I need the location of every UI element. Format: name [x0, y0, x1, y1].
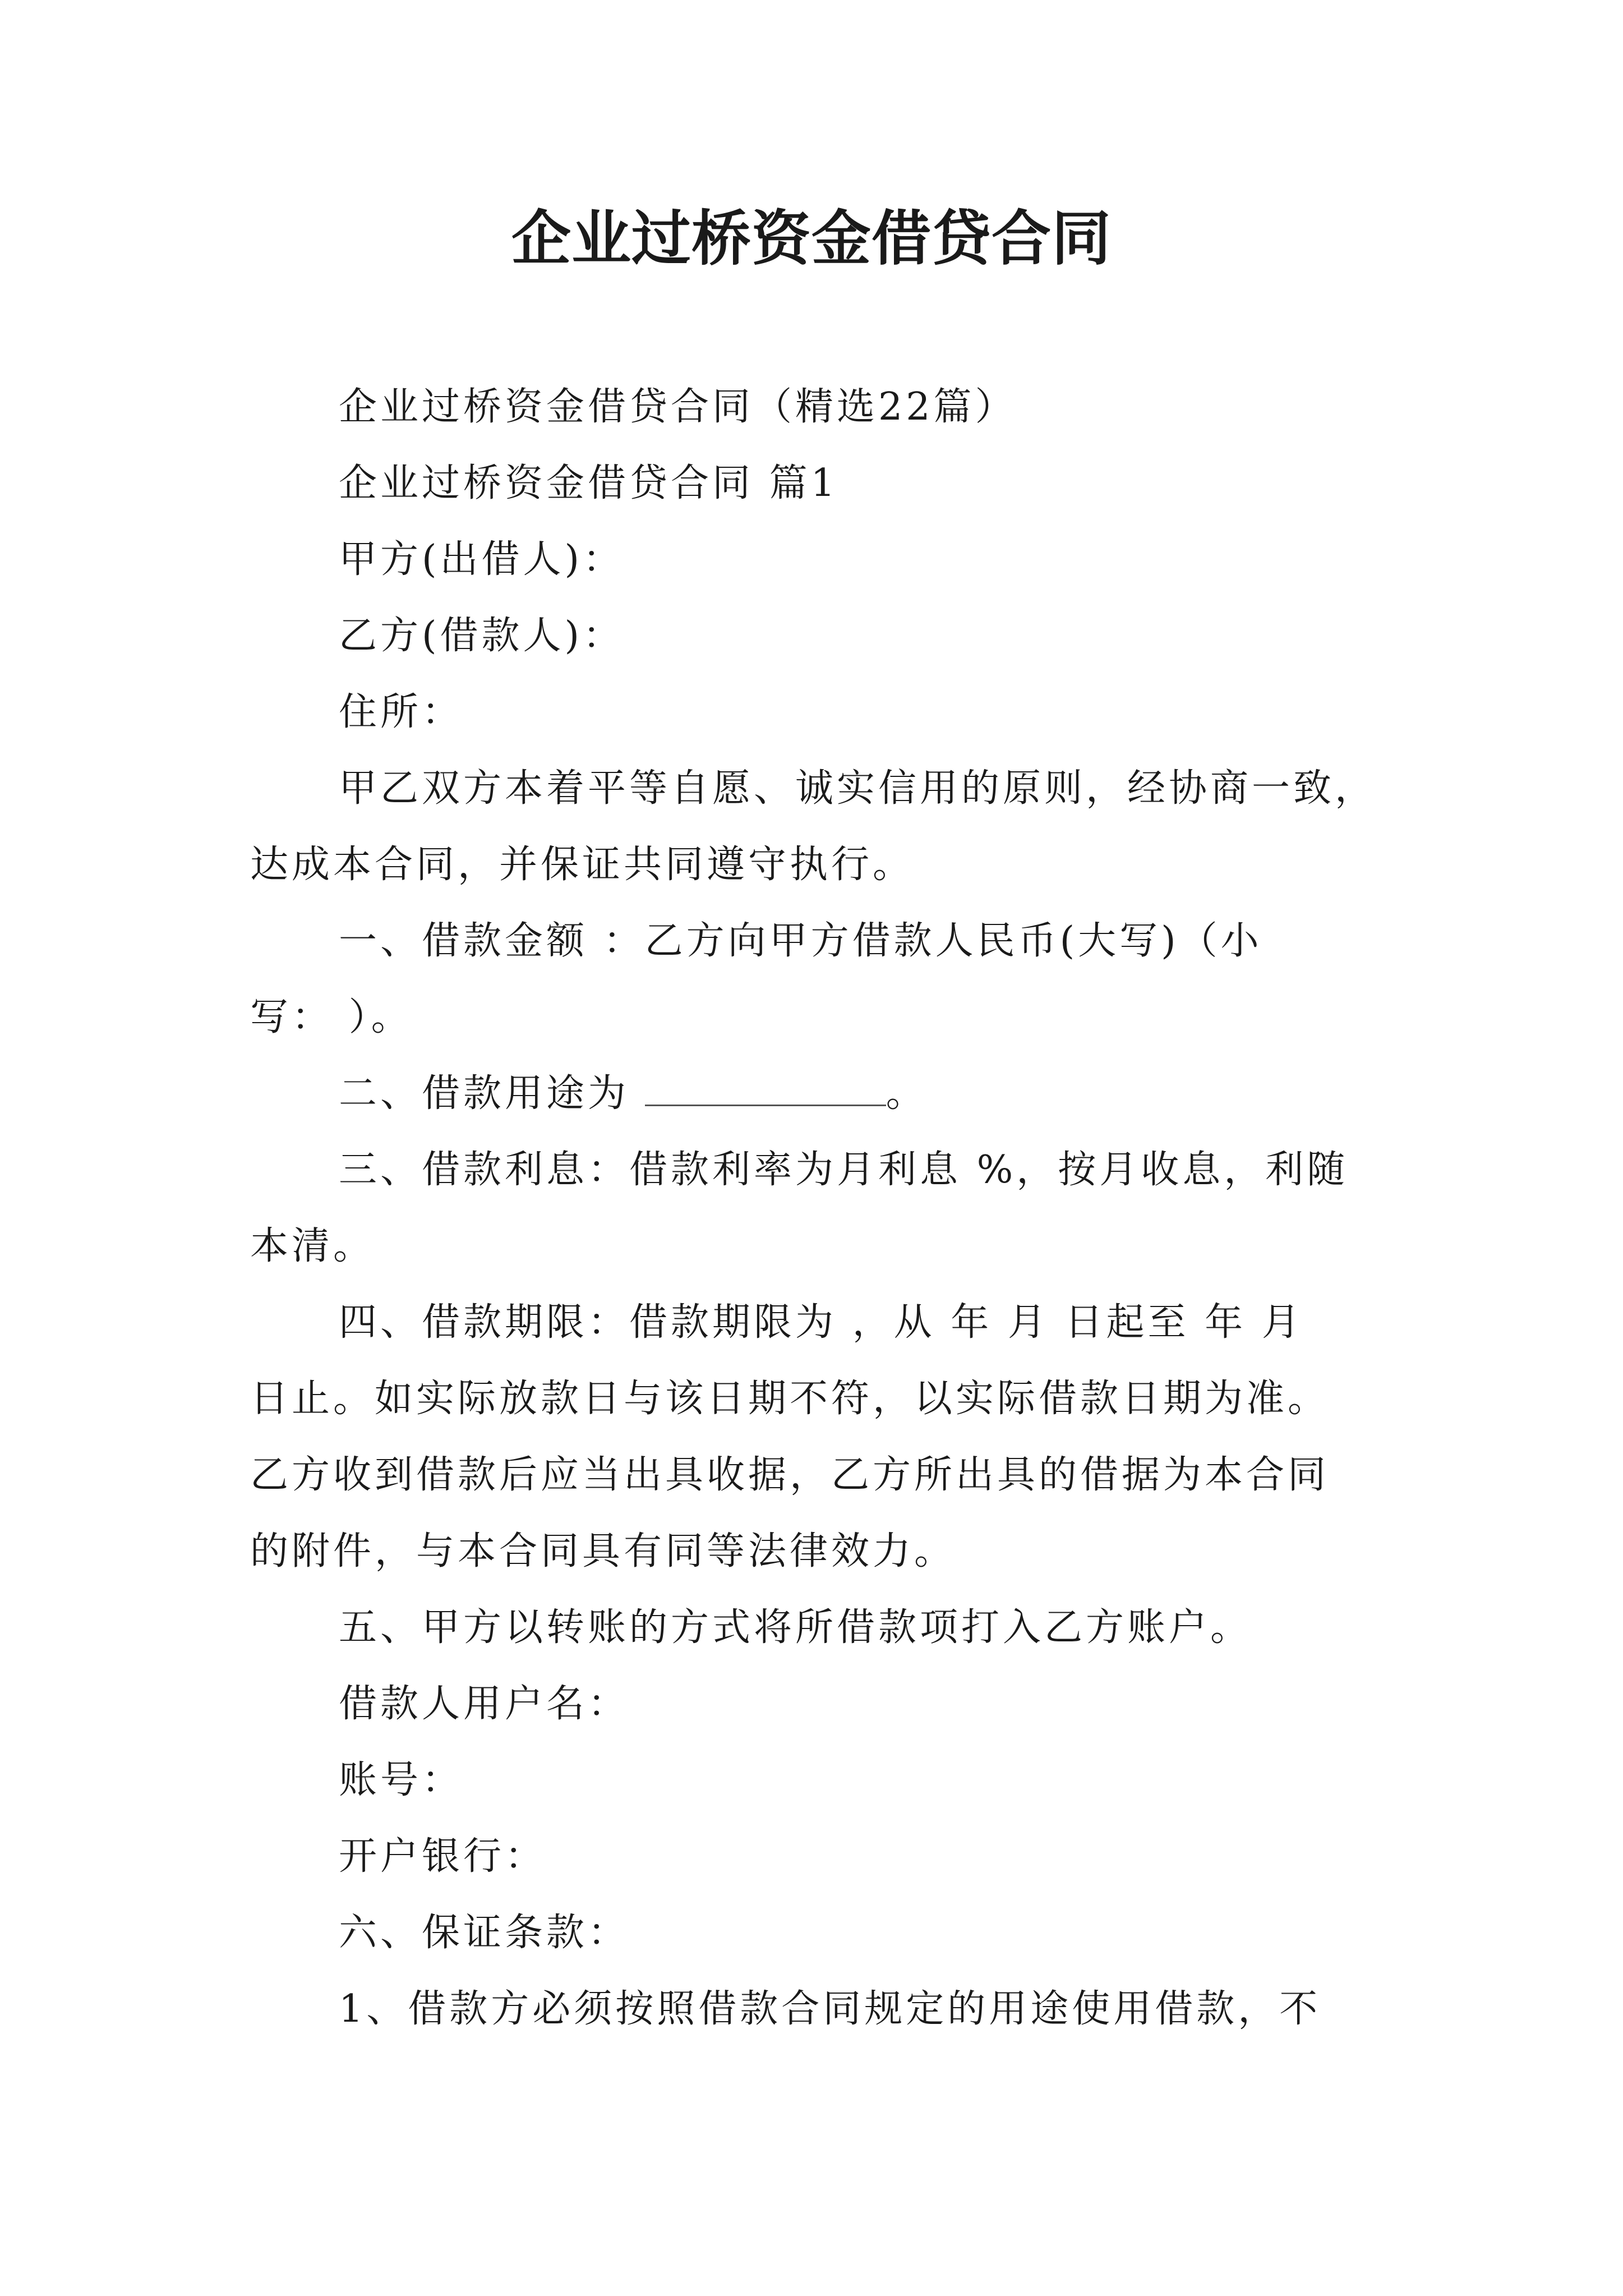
clause-4-line: 乙方收到借款后应当出具收据，乙方所出具的借据为本合同 — [250, 1453, 1330, 1497]
clause-4-line: 日止。如实际放款日与该日期不符，以实际借款日期为准。 — [250, 1377, 1330, 1421]
section-heading: 企业过桥资金借贷合同 篇1 — [339, 461, 838, 505]
subtitle-line: 企业过桥资金借贷合同（精选22篇） — [339, 385, 1017, 429]
paragraph-line: 达成本合同，并保证共同遵守执行。 — [250, 843, 915, 887]
document-title: 企业过桥资金借贷合同 — [511, 203, 1112, 273]
clause-6-line: 六、保证条款： — [339, 1911, 630, 1955]
paragraph-line: 甲乙双方本着平等自愿、诚实信用的原则，经协商一致， — [339, 766, 1377, 811]
clause-3-line: 三、借款利息：借款利率为月利息 %，按月收息，利随 — [339, 1148, 1349, 1192]
bank-line: 开户银行： — [339, 1834, 547, 1879]
clause-4-line: 的附件，与本合同具有同等法律效力。 — [250, 1529, 956, 1573]
clause-2-end: 。 — [886, 1071, 928, 1116]
clause-2-text: 二、借款用途为 — [339, 1071, 630, 1116]
address-line: 住所： — [339, 690, 464, 734]
party-b-line: 乙方(借款人)： — [339, 614, 625, 658]
clause-1-line: 写： ）。 — [250, 995, 413, 1039]
clause-1-line: 一、借款金额 ：乙方向甲方借款人民币(大写)（小 — [339, 919, 1262, 963]
clause-2-line — [339, 1066, 1389, 1122]
clause-6-item-1-line: 1、借款方必须按照借款合同规定的用途使用借款，不 — [339, 1987, 1321, 2031]
party-a-line: 甲方(出借人)： — [339, 537, 625, 582]
clause-4-line: 四、借款期限：借款期限为 ，从 年 月 日起至 年 月 — [339, 1300, 1303, 1345]
clause-3-line: 本清。 — [250, 1224, 375, 1268]
account-name-line: 借款人用户名： — [339, 1682, 630, 1726]
account-number-line: 账号： — [339, 1758, 464, 1802]
clause-5-line: 五、甲方以转账的方式将所借款项打入乙方账户。 — [339, 1605, 1252, 1650]
blank-underline — [645, 1071, 886, 1106]
